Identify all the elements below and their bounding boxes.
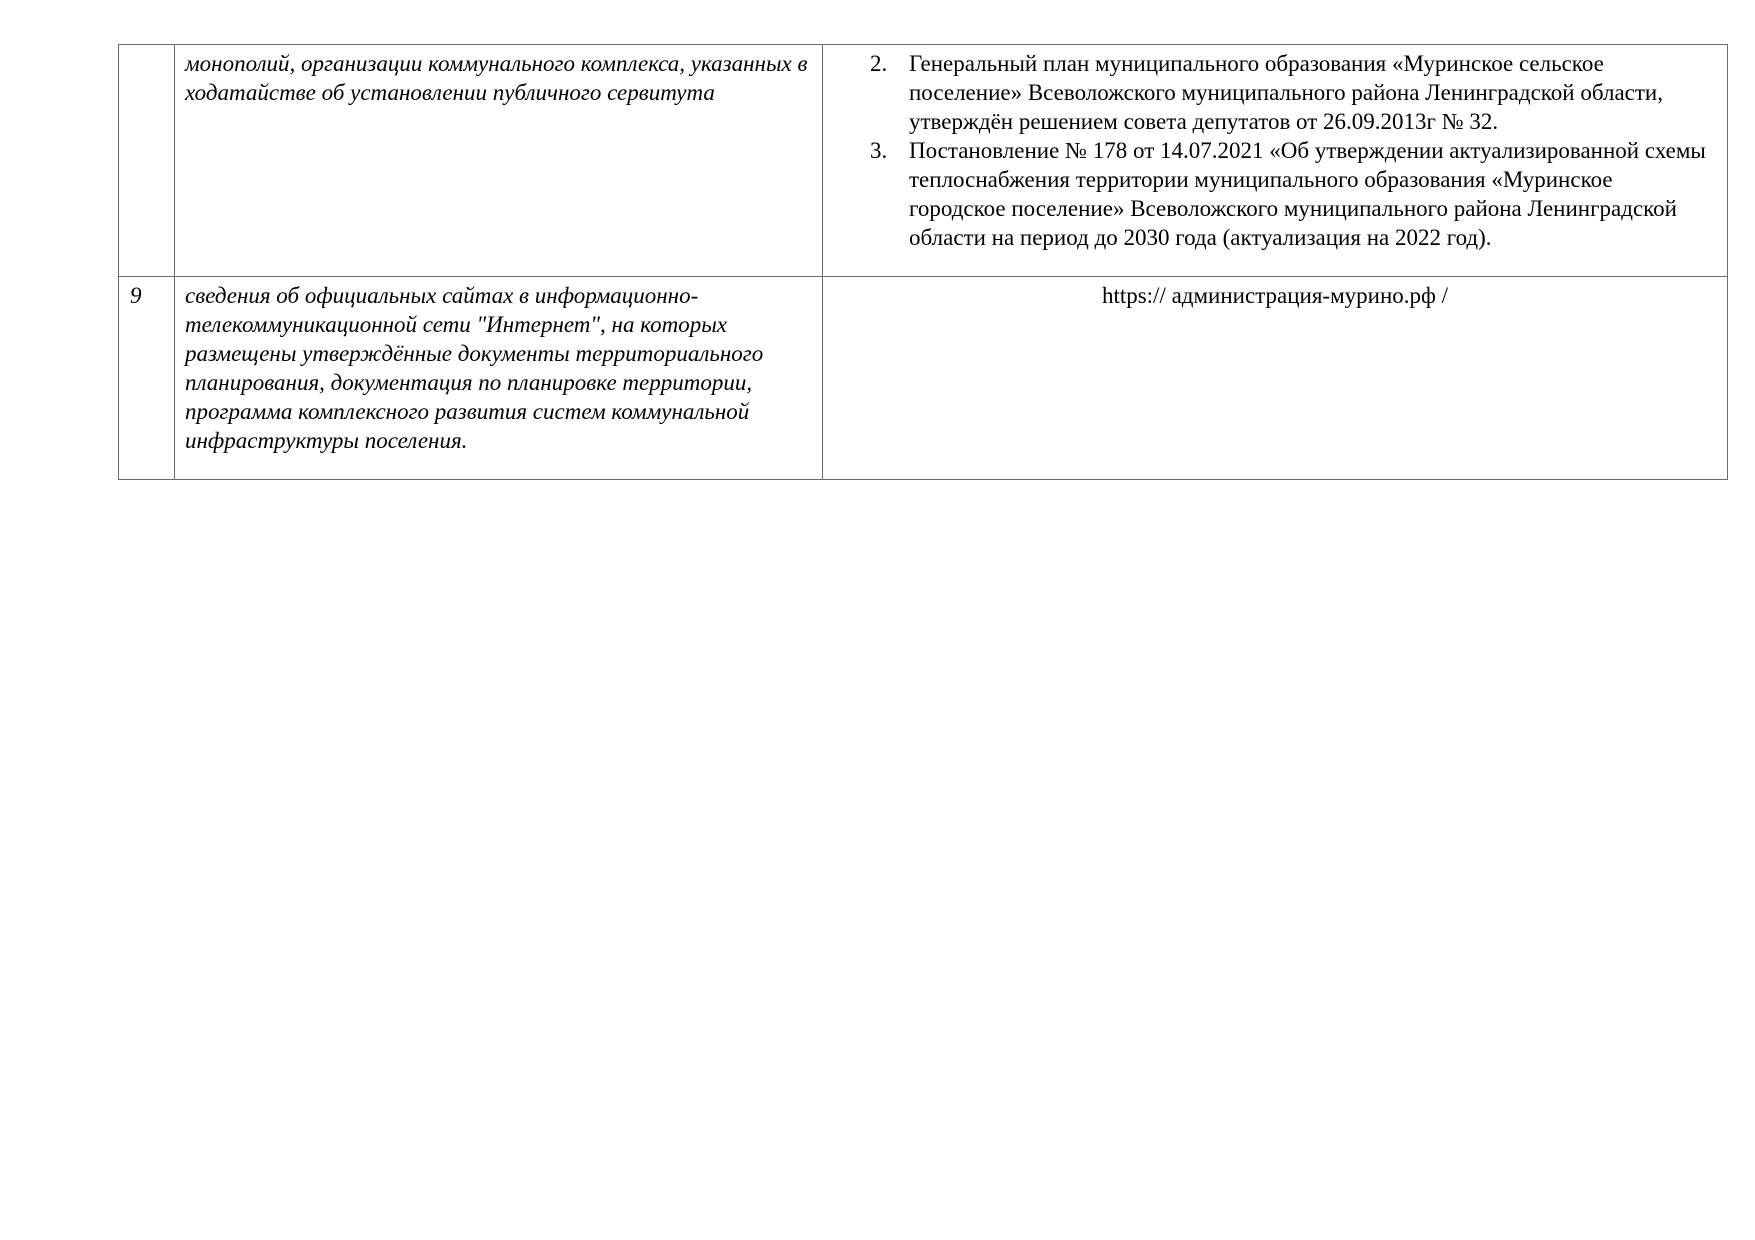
row-number-cell: 9 (119, 277, 175, 480)
document-list (823, 49, 1713, 252)
list-item-number: 3. (870, 138, 888, 163)
list-item-text: Генеральный план муниципального образования «Муринское сельское поселение» Всеволожского муниципального района Ленинградской области, утверждён решением совета депутатов от 26.09.2013г № 32. (909, 51, 1663, 134)
row-description: монополий, организации коммунального комплекса, указанных в ходатайстве об установлении публичного сервитута (175, 45, 823, 277)
website-url: https:// администрация-мурино.рф / (823, 277, 1728, 480)
row-description: сведения об официальных сайтах в информационно-телекоммуникационной сети "Интернет", на которых размещены утверждённые документы территориального планирования, документация по планировке территории, программа комплексного развития систем коммунальной инфраструктуры поселения. (175, 277, 823, 480)
table-row (119, 277, 1728, 480)
list-item-text: Постановление № 178 от 14.07.2021 «Об утверждении актуализированной схемы теплоснабжения территории муниципального образования «Муринское городское поселение» Всеволожского муниципального района Ленинградской области на период до 2030 года (актуализация на 2022 год). (909, 138, 1706, 250)
list-item (823, 136, 1713, 252)
list-item (823, 49, 1713, 136)
info-table (118, 44, 1728, 480)
row-number-cell (119, 45, 175, 277)
table-row (119, 45, 1728, 277)
list-item-number: 2. (870, 51, 888, 76)
row-documents-cell (823, 45, 1728, 277)
